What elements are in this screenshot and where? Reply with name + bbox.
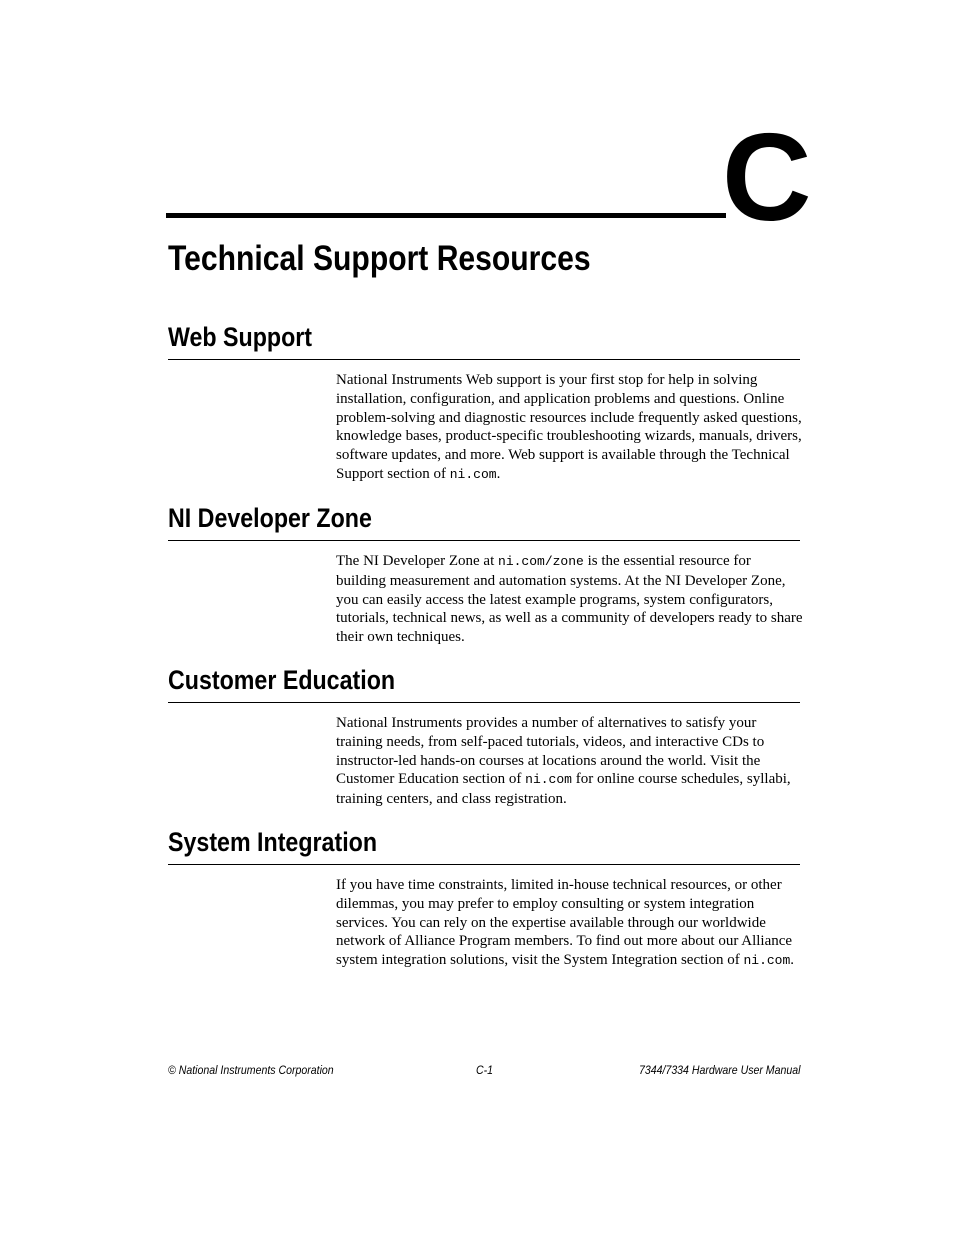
ni-com-zone-link-text: ni.com/zone: [498, 554, 584, 569]
section-rule: [168, 702, 800, 703]
paragraph-text: National Instruments provides a number of alternatives to satisfy your training needs, from self-paced tutorials, videos, and interactive CDs to instructor-led hands-on courses at locations around the world. Visit the Customer Education section of: [336, 715, 765, 788]
section-paragraph-customer-education: [336, 714, 804, 809]
chapter-title: Technical Support Resources: [168, 239, 591, 278]
footer-page-number: C-1: [476, 1063, 494, 1077]
footer-manual-title: 7344/7334 Hardware User Manual: [638, 1063, 800, 1077]
section-heading-system-integration: System Integration: [168, 827, 378, 857]
paragraph-text: for online course schedules, syllabi, training centers, and class registration.: [336, 771, 791, 808]
paragraph-text: If you have time constraints, limited in-house technical resources, or other dilemmas, you may prefer to employ consulting or system integration services. You can rely on the expertise available through our worldwide network of Alliance Program members. To find out more about our Alliance system integration solutions, visit the System Integration section of: [336, 877, 793, 969]
section-paragraph-web-support: [336, 371, 804, 485]
section-rule: [168, 359, 800, 360]
section-heading-web-support: Web Support: [168, 322, 313, 352]
section-heading-customer-education: Customer Education: [168, 665, 396, 695]
chapter-letter: C: [722, 109, 810, 247]
section-paragraph-ni-developer-zone: [336, 552, 804, 647]
chapter-rule: [166, 213, 726, 218]
ni-com-link-text: ni.com: [743, 953, 791, 969]
section-rule: [168, 864, 800, 865]
paragraph-text: is the essential resource for building measurement and automation systems. At the NI Developer Zone, you can easily access the latest example programs, system configurators, tutorials, technical news, as well as a community of developers ready to share their own techniques.: [336, 553, 803, 646]
footer-copyright: © National Instruments Corporation: [168, 1063, 334, 1077]
paragraph-text: .: [790, 952, 795, 969]
ni-com-link-text: ni.com: [525, 772, 572, 788]
paragraph-text: National Instruments Web support is your first stop for help in solving installation, configuration, and application problems and questions. Online problem-solving and diagnostic resources include frequently asked questions, knowledge bases, product-specific troubleshooting wizards, manuals, drivers, software updates, and more. Web support is available through the Technical Support section of: [336, 372, 802, 482]
section-rule: [168, 540, 800, 541]
section-heading-ni-developer-zone: NI Developer Zone: [168, 503, 372, 533]
ni-com-link-text: ni.com: [449, 466, 497, 482]
paragraph-text: .: [496, 465, 501, 482]
paragraph-text: The NI Developer Zone at: [336, 553, 499, 569]
section-paragraph-system-integration: [336, 876, 804, 971]
